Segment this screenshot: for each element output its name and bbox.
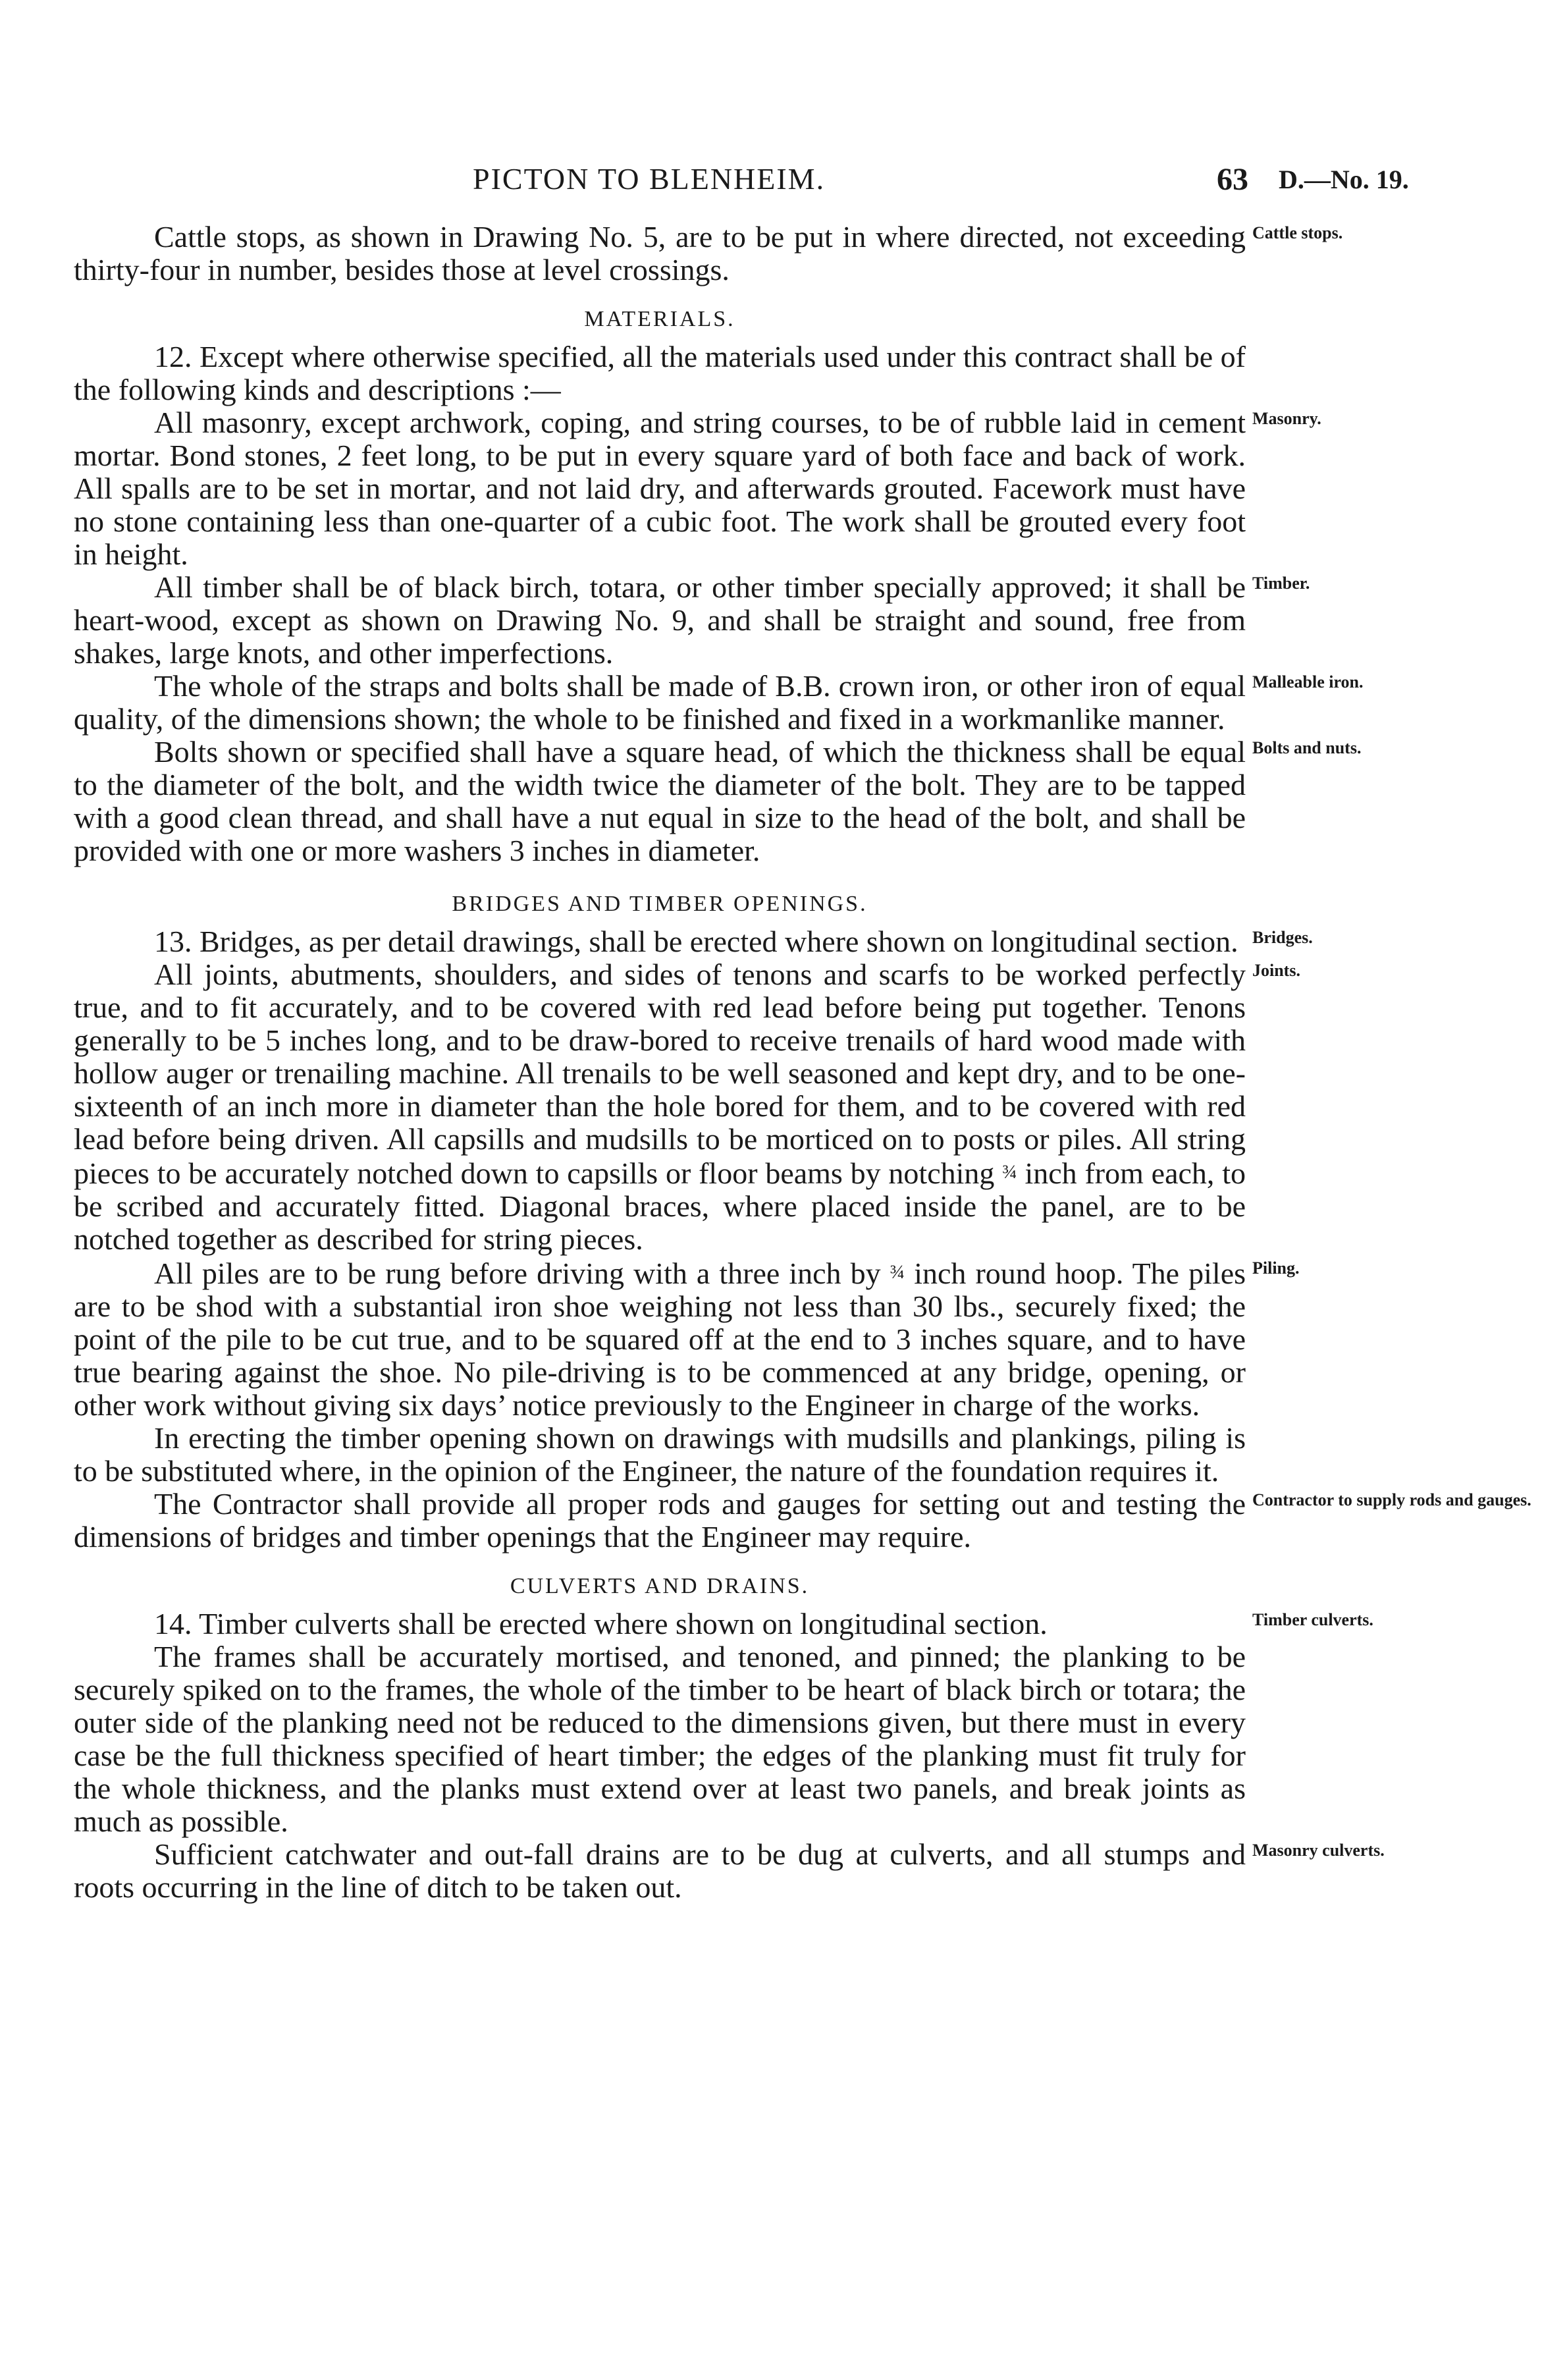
page-header: [0, 161, 1485, 214]
paragraph-text: 14. Timber culverts shall be erected where shown on longitudinal section.: [154, 1607, 1048, 1640]
running-title: PICTON TO BLENHEIM.: [473, 162, 826, 196]
paragraph-text: In erecting the timber opening shown on drawings with mudsills and plankings, piling is to be substituted where, in the opinion of the Engineer, the nature of the foundation requires it.: [74, 1421, 1246, 1488]
paragraph-frames: [74, 1640, 1246, 1838]
paragraph-bolts: [74, 735, 1362, 867]
page-number: 63: [1217, 162, 1248, 197]
paragraph-piling: [74, 1256, 1300, 1422]
side-note-masonry: Masonry.: [1252, 409, 1321, 428]
heading-bridges: BRIDGES AND TIMBER OPENINGS.: [452, 892, 868, 916]
paragraph-text: 12. Except where otherwise specified, all the materials used under this contract shall be of the following kinds and descriptions :—: [74, 340, 1246, 406]
side-note-bolts-and-nuts: Bolts and nuts.: [1252, 738, 1362, 757]
side-note-timber: Timber.: [1252, 574, 1310, 593]
paragraph-text: The frames shall be accurately mortised, and tenoned, and pinned; the planking to be securely spiked on to the frames, the whole of the timber to be heart of black birch or totara; the outer side of the planking need not be reduced to the dimensions given, but there must in every case be the full thickness specified of heart timber; the edges of the planking must fit truly for the whole thickness, and the planks must extend over at least two panels, and break joints as much as possible.: [74, 1640, 1246, 1838]
paragraph-text: The whole of the straps and bolts shall be made of B.B. crown iron, or other iron of equal quality, of the dimensions shown; the whole to be finished and fixed in a workmanlike manner.: [74, 669, 1246, 736]
heading-culverts: CULVERTS AND DRAINS.: [510, 1574, 810, 1598]
paragraph-malleable-iron: [74, 669, 1364, 736]
paragraph-text: inch from each, to be scribed and accurately fitted. Diagonal braces, where placed inside the panel, are to be notched together as described for string pieces.: [74, 1156, 1246, 1256]
paragraph-text: Sufficient catchwater and out-fall drains are to be dug at culverts, and all stumps and roots occurring in the line of ditch to be taken out.: [74, 1837, 1246, 1904]
paragraph-text: All masonry, except archwork, coping, and string courses, to be of rubble laid in cement mortar. Bond stones, 2 feet long, to be put in every square yard of both face and back of work. All spalls are to be set in mortar, and not laid dry, and afterwards grouted. Facework must have no stone containing less than one-quarter of a cubic foot. The work shall be grouted every foot in height.: [74, 406, 1246, 571]
body-text: [74, 220, 1531, 1904]
paragraph-masonry: [74, 406, 1321, 571]
side-note-timber-culverts: Timber culverts.: [1252, 1610, 1373, 1629]
paragraph-text: All piles are to be rung before driving with a three inch by: [154, 1257, 881, 1290]
side-note-piling: Piling.: [1252, 1258, 1300, 1278]
paragraph-joints: [74, 958, 1300, 1256]
side-note-masonry-culverts: Masonry culverts.: [1252, 1841, 1385, 1860]
paragraph-text: All joints, abutments, shoulders, and sides of tenons and scarfs to be worked perfectly true, and to fit accurately, and to be covered with red lead before being put together. Tenons generally to be 5 inches long, and to be draw-bored to receive trenails of hard wood made with hollow auger or trenailing machine. All trenails to be well seasoned and kept dry, and to be one-sixteenth of an inch more in diameter than the hole bored for them, and to be covered with red lead before being driven. All capsills and mudsills to be morticed on to posts or piles. All string pieces to be accurately notched down to capsills or floor beams by notching: [74, 958, 1246, 1190]
fraction-three-quarters: ¾: [890, 1261, 905, 1283]
side-note-joints: Joints.: [1252, 961, 1300, 980]
paragraph-timber-opening: [74, 1422, 1246, 1488]
document-reference: D.—No. 19.: [1279, 165, 1409, 194]
paragraph-text: The Contractor shall provide all proper rods and gauges for setting out and testing the dimensions of bridges and timber openings that the Engineer may require.: [74, 1487, 1246, 1554]
side-note-cattle-stops: Cattle stops.: [1252, 223, 1343, 242]
paragraph-text: Bolts shown or specified shall have a square head, of which the thickness shall be equal to the diameter of the bolt, and the width twice the diameter of the bolt. They are to be tapped with a good clean thread, and shall have a nut equal in size to the head of the bolt, and shall be provided with one or more washers 3 inches in diameter.: [74, 735, 1246, 867]
paragraph-14: [74, 1607, 1373, 1640]
paragraph-rods-gauges: [74, 1487, 1531, 1554]
side-note-bridges: Bridges.: [1252, 928, 1313, 947]
paragraph-text: 13. Bridges, as per detail drawings, shall be erected where shown on longitudinal section.: [154, 925, 1238, 958]
heading-materials: MATERIALS.: [584, 307, 735, 331]
paragraph-12: [74, 340, 1246, 406]
side-note-contractor-rods: Contractor to supply rods and gauges.: [1252, 1490, 1531, 1509]
paragraph-timber: [74, 570, 1310, 670]
paragraph-text: Cattle stops, as shown in Drawing No. 5, are to be put in where directed, not exceeding thirty-four in number, besides those at level crossings.: [74, 220, 1246, 286]
side-note-malleable-iron: Malleable iron.: [1252, 672, 1364, 691]
paragraph-drains: [74, 1837, 1385, 1904]
fraction-three-quarters: ¾: [1002, 1161, 1017, 1183]
paragraph-cattle-stops: [74, 220, 1343, 286]
paragraph-text: inch round hoop. The piles are to be shod with a substantial iron shoe weighing not less than 30 lbs., securely fixed; the point of the pile to be cut true, and to be squared off at the end to 3 inches square, and to have true bearing against the shoe. No pile-driving is to be commenced at any bridge, opening, or other work without giving six days’ notice previously to the Engineer in charge of the works.: [74, 1257, 1246, 1422]
paragraph-13: [74, 925, 1313, 958]
paragraph-text: All timber shall be of black birch, totara, or other timber specially approved; it shall be heart-wood, except as shown on Drawing No. 9, and shall be straight and sound, free from shakes, large knots, and other imperfections.: [74, 570, 1246, 670]
